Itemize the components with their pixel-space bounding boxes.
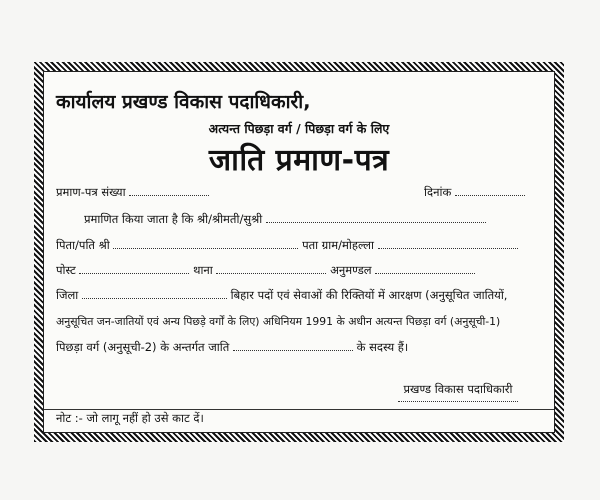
certify-row [84,212,486,227]
body-line-2: अनुसूचित जन-जातियों एवं अन्य पिछड़े वर्गों के लिए) अधिनियम 1991 के अधीन अत्यन्त पिछड़ा वर्ग (अनुसूची-1) [56,315,501,328]
police-station-field [216,263,326,274]
date-label: दिनांक [424,185,452,199]
district-row [56,288,507,303]
footer-divider [44,409,554,410]
body-line-3-row [56,340,408,355]
district-field [82,288,227,299]
father-address-row [56,238,518,253]
signature-line [398,401,518,402]
address-field [378,238,518,249]
police-station-label: थाना [193,263,213,277]
post-field [79,263,189,274]
signature-label: प्रखण्ड विकास पदाधिकारी [403,382,513,396]
certificate-title: जाति प्रमाण-पत्र [208,143,390,178]
certificate-inner-border [43,71,555,433]
certificate-number-field [129,185,209,196]
subtitle: अत्यन्त पिछड़ा वर्ग / पिछड़ा वर्ग के लिए [208,121,390,136]
body-line-3-start: पिछड़ा वर्ग (अनुसूची-2) के अन्तर्गत जाति [56,340,230,354]
post-label: पोस्ट [56,263,76,277]
certify-label: प्रमाणित किया जाता है कि श्री/श्रीमती/सुश्री [84,212,263,226]
father-husband-label: पिता/पति श्री [56,238,110,252]
body-line-2-row [56,314,500,329]
subdivision-field [375,263,475,274]
certificate-frame [34,62,564,442]
certificate-number-label: प्रमाण-पत्र संख्या [56,185,126,199]
name-field [266,212,486,223]
body-line-3-end: के सदस्य हैं। [356,340,409,354]
certificate-number-row [56,185,209,200]
footnote: नोट :- जो लागू नहीं हो उसे काट दें। [56,411,204,425]
date-row [424,185,525,200]
caste-field [233,340,353,351]
father-husband-field [113,238,298,249]
office-heading: कार्यालय प्रखण्ड विकास पदाधिकारी, [56,91,311,113]
district-label: जिला [56,288,79,302]
address-label: पता ग्राम/मोहल्ला [302,238,374,252]
signature-block [398,382,518,402]
subdivision-label: अनुमण्डल [330,263,372,277]
post-row [56,263,475,278]
body-line-1: बिहार पदों एवं सेवाओं की रिक्तियों में आरक्षण (अनुसूचित जातियों, [230,288,508,302]
date-field [455,185,525,196]
